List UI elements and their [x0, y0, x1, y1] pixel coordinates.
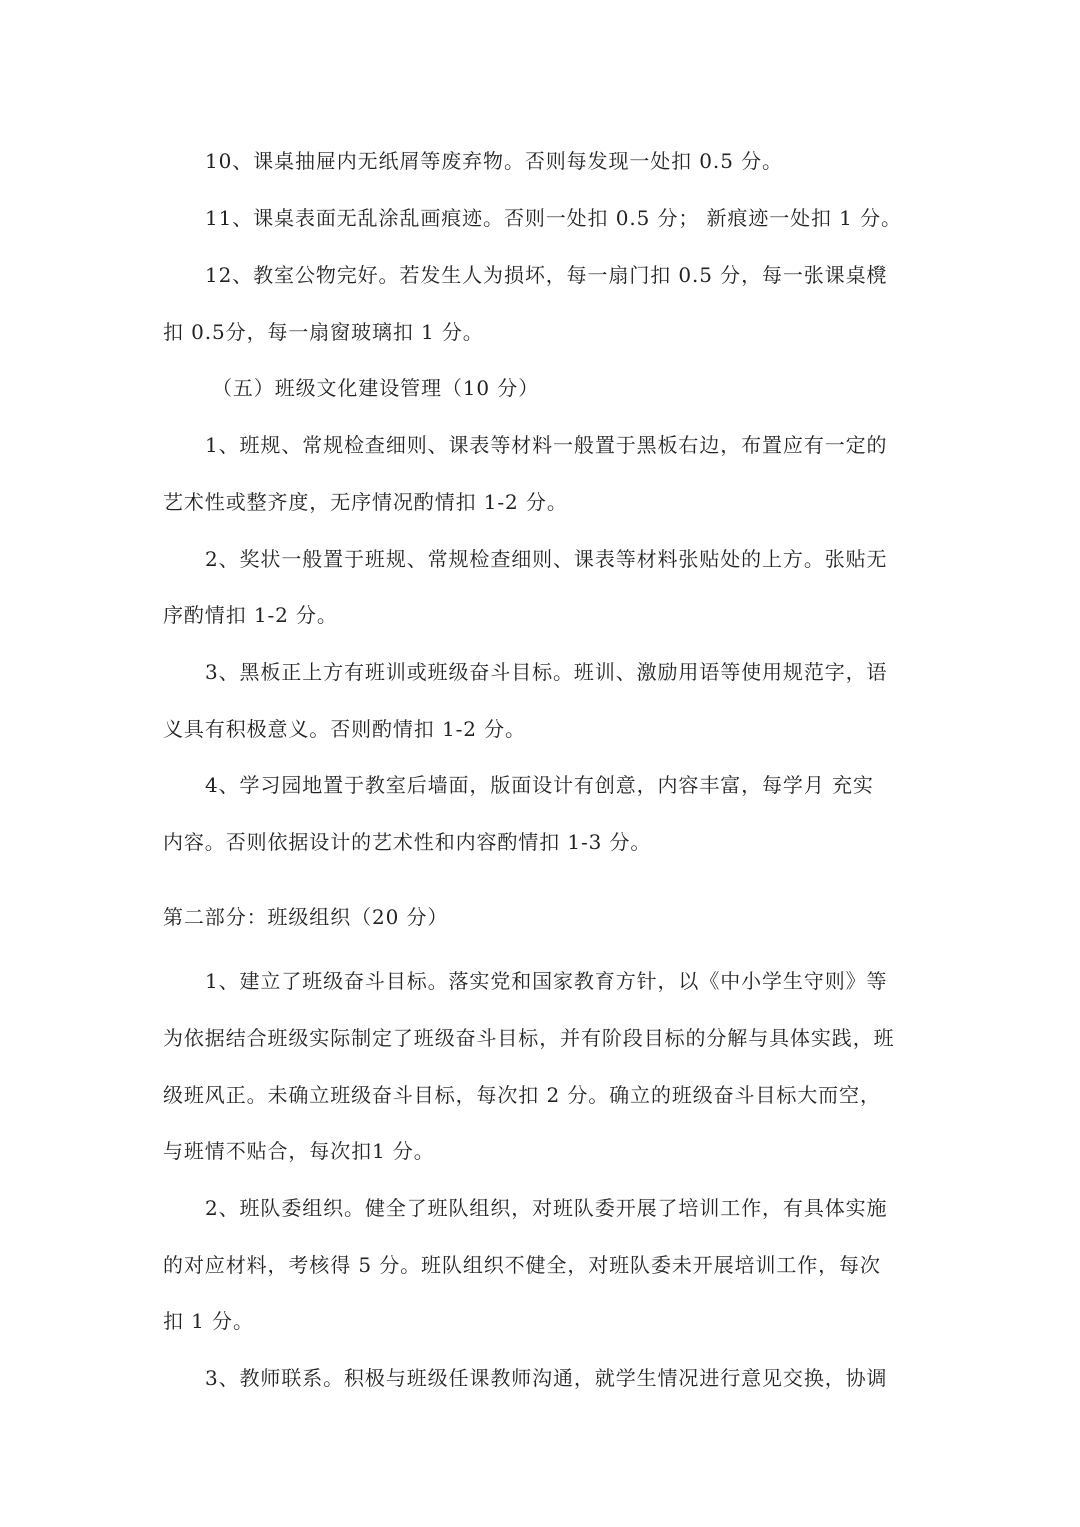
org-rule-2-line-3: 扣 1 分。 — [163, 1309, 254, 1333]
org-rule-1-line-2: 为依据结合班级实际制定了班级奋斗目标，并有阶段目标的分解与具体实践，班 — [163, 1026, 895, 1050]
org-rule-3-line-1: 3、教师联系。积极与班级任课教师沟通，就学生情况进行意见交换，协调 — [205, 1366, 888, 1390]
culture-rule-4-line-2: 内容。否则依据设计的艺术性和内容酌情扣 1-3 分。 — [163, 830, 652, 854]
culture-rule-3-line-1: 3、黑板正上方有班训或班级奋斗目标。班训、激励用语等使用规范字，语 — [205, 660, 888, 684]
org-rule-1-line-4: 与班情不贴合，每次扣1 分。 — [163, 1139, 435, 1163]
section-5-heading: （五）班级文化建设管理（10 分） — [212, 376, 540, 400]
org-rule-2-line-1: 2、班队委组织。健全了班队组织，对班队委开展了培训工作，有具体实施 — [205, 1196, 888, 1220]
org-rule-1-line-1: 1、建立了班级奋斗目标。落实党和国家教育方针，以《中小学生守则》等 — [205, 969, 888, 993]
part-2-heading: 第二部分：班级组织（20 分） — [163, 905, 449, 929]
culture-rule-1-line-1: 1、班规、常规检查细则、课表等材料一般置于黑板右边，布置应有一定的 — [205, 433, 888, 457]
culture-rule-2-line-1: 2、奖状一般置于班规、常规检查细则、课表等材料张贴处的上方。张贴无 — [205, 547, 888, 571]
rule-12-line-2: 扣 0.5分，每一扇窗玻璃扣 1 分。 — [163, 320, 484, 344]
culture-rule-2-line-2: 序酌情扣 1-2 分。 — [163, 603, 338, 627]
org-rule-2-line-2: 的对应材料，考核得 5 分。班队组织不健全，对班队委未开展培训工作，每次 — [163, 1253, 881, 1277]
culture-rule-3-line-2: 义具有积极意义。否则酌情扣 1-2 分。 — [163, 717, 526, 741]
culture-rule-1-line-2: 艺术性或整齐度，无序情况酌情扣 1-2 分。 — [163, 490, 568, 514]
culture-rule-4-line-1: 4、学习园地置于教室后墙面，版面设计有创意，内容丰富，每学月 充实 — [205, 773, 874, 797]
org-rule-1-line-3: 级班风正。未确立班级奋斗目标，每次扣 2 分。确立的班级奋斗目标大而空， — [163, 1083, 881, 1107]
rule-12-line-1: 12、教室公物完好。若发生人为损坏，每一扇门扣 0.5 分，每一张课桌櫈 — [205, 263, 888, 287]
rule-11-line: 11、课桌表面无乱涂乱画痕迹。否则一处扣 0.5 分； 新痕迹一处扣 1 分。 — [205, 206, 902, 230]
rule-10-line: 10、课桌抽屉内无纸屑等废弃物。否则每发现一处扣 0.5 分。 — [205, 149, 783, 173]
